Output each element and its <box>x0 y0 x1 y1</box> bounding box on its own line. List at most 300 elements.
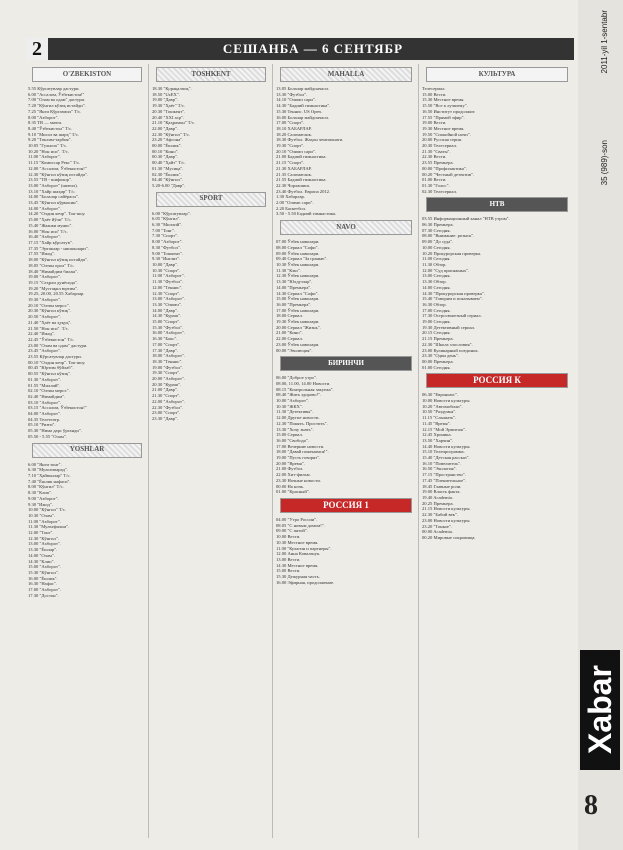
program-listing: 19.00 "Давр". <box>152 97 179 103</box>
program-listing: 12.15 "Мой Эрмитаж". <box>422 426 467 432</box>
program-listing: 21.00 "Кино". <box>276 330 303 336</box>
program-listing: 11.30 "Футбол". <box>152 279 184 285</box>
program-listing: 13.30 "Юлдузлар". <box>276 279 313 285</box>
program-listing: 15.30 "Футбол". <box>152 324 184 330</box>
program-listing: 10.00 Новости культуры. <box>422 398 471 404</box>
program-listing: 21.15 Премьера. <box>422 336 454 342</box>
program-listing: 17.00 "Ахборот". <box>28 587 61 593</box>
program-listing: 7.00 "Олам ва одам" дастури. <box>28 97 86 103</box>
program-listing: 7.30 "Спорт". <box>152 233 179 239</box>
program-listing: 23.30 "Давр". <box>152 415 179 421</box>
program-listing: 21.50 "Нон иси". Т/с. <box>28 325 69 331</box>
program-listing: 12.00 Другие новости. <box>276 415 320 421</box>
program-listing: 18.00 "Ахборот". <box>152 353 185 359</box>
program-listing: 17.35 "Эртаклар - нишонлари". <box>28 245 89 251</box>
program-listing: 18.50 "UzEX". <box>152 91 180 97</box>
program-listing: 20.15 Сегодня. <box>422 330 451 336</box>
side-page-number: 8 <box>584 790 598 821</box>
program-listing: 10.00 "Кўнгил" Т/с. <box>28 507 67 513</box>
program-listing: 18.30 Футбол. Жаҳон чемпионати. <box>276 137 344 143</box>
program-listing: 00.00 "Ёшлик". <box>152 143 182 149</box>
program-listing: 18.20 Саломатлик. <box>276 131 312 137</box>
program-listing: 21.15 Новости культуры. <box>422 506 471 512</box>
program-listing: 18.40 "Нимайдим билан". <box>28 268 78 274</box>
program-listing: 17.00 "Спорт". <box>152 341 181 347</box>
program-listing: 5.55 Кўрсатувлар дастури. <box>28 86 80 91</box>
program-listing: 05.30 "Нима дарс ўрганди". <box>28 428 82 434</box>
program-listing: 09.40 Сериал "За гранью". <box>276 256 328 262</box>
program-listing: 10.20 "Нон иси". Т/с. <box>28 148 69 154</box>
program-listing: 14.30 Местное время. <box>276 562 319 568</box>
program-listing: 22.00 Сериал. <box>276 336 303 342</box>
program-listing: 14.30 Сериал "Софи". <box>276 290 319 296</box>
program-listing: 14.30 "Прокурорская проверка". <box>422 290 485 296</box>
program-listing: 14.00 "Болалар сайёраси". <box>28 194 79 200</box>
program-listing: 10.00 Вести. <box>276 534 301 540</box>
program-listing: 21.00 Футбол. <box>276 466 304 472</box>
program-listing: 17.55 "Прямой эфир". <box>422 114 465 120</box>
program-listing: 14.10 "Олимп сари". <box>276 97 316 103</box>
program-listing: 21.35 Саломатлик. <box>276 171 312 177</box>
program-listing: 13.00 Сегодня. <box>422 273 451 279</box>
program-listing: 00.40 "Ҳайт" Т/с. <box>152 160 186 166</box>
program-listing: 6.30 "Мультипарад". <box>28 467 68 473</box>
program-listing: 21.30 "Сваты". <box>422 148 451 154</box>
program-listing: 8.40 "Ўзбекистон" Т/с. <box>28 125 73 131</box>
program-listing: 14.00 "Олам". <box>28 552 55 558</box>
program-listing: 15.00 Ўзбек наволари. <box>276 296 320 302</box>
program-listing: 19.00 "Футбол". <box>152 364 184 370</box>
program-listing: 13.00 Вести. <box>276 556 301 562</box>
program-listing: 17.30 "Достон". <box>28 592 59 598</box>
program-listing: 6.00 "Кўрсатувлар". <box>152 210 191 216</box>
program-listing: 19.30 "Ҳаёт" Т/с. <box>152 103 186 109</box>
program-listing: 6.05 "Кўнгил". <box>152 216 181 222</box>
program-listing: 16.00 Болалар майдончаси. <box>276 114 329 120</box>
program-listing: 19.50 "Спокойной ночи". <box>422 131 471 137</box>
program-listing: 16.00 "Ёшлик". <box>28 575 58 581</box>
program-listing: 16.00 "Ахборот". <box>152 330 185 336</box>
program-listing: 20.30 "Кураш". <box>152 381 182 387</box>
program-listing: 11.00 "Кулагин и партнеры". <box>276 545 332 551</box>
program-listing: 02.30 "Ёшлик". <box>152 171 182 177</box>
program-listing: 17.00 "Спорт". <box>276 120 305 126</box>
program-listing: 04.00 "Ахборот". <box>28 411 61 417</box>
channel-logo: РОССИЯ К <box>426 373 568 388</box>
program-listing: 17.30 "Давр". <box>152 347 179 353</box>
program-listing: 13.05 Болалар майдончаси. <box>276 86 329 91</box>
program-listing: 3.50 - 5.50 Бадиий гимнастика. <box>276 211 337 217</box>
program-listing: 00.20 "Честный детектив". <box>422 171 474 177</box>
program-listing: 08.00 Сериал "Софи". <box>276 244 319 250</box>
program-listing: 11.15 "Слышать". <box>422 415 457 421</box>
program-listing: 8.30 "Клип". <box>28 490 53 496</box>
program-listing: 12.00 Анна Ковальчук. <box>276 551 321 557</box>
program-listing: 00.00 Academia. <box>422 529 453 535</box>
program-listing: 14.00 "Премьера". <box>276 284 312 290</box>
program-listing: 19.15 "Сеҳрли дунёсида". <box>28 279 78 285</box>
program-listing: 08.00, 11.00, 14.00 Новости. <box>276 380 331 386</box>
program-listing: 08.40 "Жить здорово!". <box>276 392 322 398</box>
program-listing: 21.30 ХАБАРЛАР. <box>276 165 312 171</box>
page-header <box>26 38 574 60</box>
program-listing: 16.00 "Свобода". <box>276 437 309 443</box>
program-listing: 20.00 "Время". <box>276 460 305 466</box>
program-listing: 14.00 Сегодня. <box>422 284 451 290</box>
program-listing: 07.30 Сегодня. <box>422 227 451 233</box>
program-listing: 9.30 "Ижод". <box>28 501 53 507</box>
program-listing: 19.30 "Спорт". <box>152 370 181 376</box>
program-listing: 22.30 Чорлашиш. <box>276 182 311 188</box>
program-listing: 17.00 Ўзбек наволари. <box>276 307 320 313</box>
program-listing: 19.30 "Спорт". <box>276 143 305 149</box>
tv-column-3 <box>276 64 416 838</box>
program-listing: 19.00 "Пусть говорят". <box>276 455 321 461</box>
program-listing: 15.30 Дежурная часть. <box>276 574 320 580</box>
program-listing: 13.30 "Хочу знать". <box>276 426 314 432</box>
program-listing: 2.00 "Олимп сари". <box>276 200 314 206</box>
program-listing: 12.45 Хроника. <box>422 432 452 438</box>
program-listing: 11.30 Обзор. <box>422 261 447 267</box>
program-listing: 11.00 Сегодня. <box>422 256 451 262</box>
program-listing: 7.25 "Янги Кўргазмил" Т/с. <box>28 108 82 114</box>
program-listing: 16.50 "Экология". <box>422 466 457 472</box>
program-listing: 22.00 Хит-фильм. <box>276 472 311 478</box>
program-listing: 13.30 "Олимп". <box>152 301 182 307</box>
program-listing: 09.00 Ўзбек наволари. <box>276 250 320 256</box>
program-listing: 15.00 Вести. <box>276 568 301 574</box>
program-listing: 20.30 "Тошкент". <box>152 108 186 114</box>
program-listing: 11.45 "Время". <box>422 420 451 426</box>
program-listing: 20.00 "Ахборот". <box>152 376 185 382</box>
program-listing: 23.00 Кулинарный поединок. <box>422 347 479 353</box>
program-listing: 23.00 "Спорт". <box>152 410 181 416</box>
program-listing: 14.30 "Клип". <box>28 558 55 564</box>
program-listing: 01.55 "Миллий". <box>28 382 61 388</box>
program-listing: 15.10 Телепрограмма. <box>422 449 465 455</box>
program-listing: 01.00 Вести. <box>422 177 447 183</box>
program-listing: Телесериал. <box>422 86 446 91</box>
program-listing: 17.15 "Пространство". <box>422 472 466 478</box>
channel-logo: TOSHKENT <box>156 67 266 82</box>
program-listing: 18.00 Сериал. <box>276 313 303 319</box>
program-listing: 00.10 "Кино". <box>152 148 179 154</box>
program-listing: 9.10 "Мисол ва шарҳ" Т/с. <box>28 131 80 137</box>
program-listing: 16.30 "Нафас". <box>28 581 57 587</box>
program-listing: 15.40 "Детская рассказ". <box>422 455 470 461</box>
program-listing: 23.40 Футбол. Европа 2012. <box>276 188 331 194</box>
program-listing: 9.30 "Инглиз". <box>152 256 181 262</box>
program-listing: 17.55 "Ижод". <box>28 251 56 257</box>
channel-logo: O'ZBEKISTON <box>32 67 142 82</box>
program-listing: 01.30 "Мусиқа". <box>152 165 184 171</box>
program-listing: 10.00 Сегодня. <box>422 244 451 250</box>
program-listing: 12.30 "Кўнгил". <box>28 535 59 541</box>
program-listing: 11.30 "Кэш". <box>276 267 301 273</box>
program-listing: 11.15 "Комиссар Рекс" Т/с. <box>28 160 81 166</box>
program-listing: 9.20 "Таълим-тарбия". <box>28 137 72 143</box>
program-listing: 00.10 "Олдин кечр". Ток-шоу. <box>28 359 86 365</box>
program-listing: 5.20-6.00 "Давр". <box>152 182 186 188</box>
program-listing: 11.30 "Мультфильм". <box>28 524 70 530</box>
program-listing: 14.30 "Кураш". <box>152 313 182 319</box>
program-listing: 22.40 "Ижод". <box>28 331 56 337</box>
program-listing: 19.25, 20.00, 20.55 Хабарлар. <box>28 291 85 297</box>
program-listing: 7.10 "Ҳайвонлар" Т/с. <box>28 473 71 478</box>
program-listing: 16.00 "Премьера". <box>276 301 312 307</box>
program-listing: 21.55 Бадиий гимнастика. <box>276 177 327 183</box>
program-listing: 16.40 "Ахборот". <box>28 234 61 240</box>
channel-logo: РОССИЯ 1 <box>280 498 412 513</box>
program-listing: 22.30 "Футбол". <box>152 404 184 410</box>
channel-logo: КУЛЬТУРА <box>426 67 568 82</box>
program-listing: 10.50 "Раздумья". <box>422 409 457 415</box>
program-listing: 06.00 "Доброе утро". <box>276 375 317 381</box>
program-listing: 00.20 Мировые сокровища. <box>422 534 476 540</box>
program-listing: 10.05 "Гулноза" Т/с. <box>28 143 68 149</box>
program-listing: 8.30 "Футбол". <box>152 244 181 250</box>
program-listing: 23.00 Ўзбек наволари. <box>276 341 320 347</box>
program-listing: 15.00 "Ҳаёт йўли" Т/с. <box>28 217 72 223</box>
program-listing: 10.30 "Олам". <box>28 512 55 518</box>
program-listing: 13.00 "Ахборот" (шиғил). <box>28 182 78 188</box>
program-listing: 13.30 "Футбол". <box>276 91 308 97</box>
program-listing: 10.00 "Ахборот". <box>276 398 309 404</box>
program-listing: 9.00 "Ахборот". <box>28 495 59 501</box>
program-listing: 10.30 "ЖКХ". <box>276 403 303 409</box>
program-listing: 23.00 "Олам ва одам" дастури. <box>28 342 88 348</box>
program-listing: 15.40 "Говорим и показываем". <box>422 296 483 302</box>
program-listing: 00.55 "Кўнгил кўзиқ". <box>28 371 72 377</box>
program-listing: 21.00 Бадиий гимнастика. <box>276 154 327 160</box>
program-listing: 03.15 "Ассалом, Ўзбекистон!" <box>28 405 87 411</box>
program-listing: 19.20 "Мустақил юртим". <box>28 285 78 291</box>
program-listing: 1.30 Хабарлар. <box>276 194 305 200</box>
program-listing: 01.30 "Голос". <box>422 182 450 188</box>
program-listing: 03.55 Информационный канал "НТВ утром". <box>422 216 510 222</box>
program-listing: 8.00 "Ахборот". <box>152 239 183 245</box>
program-listing: 18.45 Главные роли. <box>422 483 462 489</box>
program-listing: 23.55 Премьера. <box>422 160 454 166</box>
program-listing: 20.30 Телесериал. <box>422 143 458 149</box>
program-listing: 22.30 "Кўнгил" Т/с. <box>152 131 191 137</box>
program-listing: 18.30 "Қорақалпоқ". <box>152 86 192 91</box>
program-listing: 10.30 "Спорт". <box>152 267 181 273</box>
program-listing: 22.00 "Ахборот". <box>152 398 185 404</box>
program-listing: 08.00 "Внимание: розыск". <box>422 233 475 239</box>
tv-column-2 <box>152 64 270 838</box>
program-listing: 16.10 "Повелитель". <box>422 460 462 466</box>
program-listing: 17.00 Вечерние новости. <box>276 443 325 449</box>
program-listing: 14.40 Новости культуры. <box>422 443 471 449</box>
program-listing: 16.00 "Нон иси" Т/с. <box>28 228 68 234</box>
program-listing: 18.10 ХАБАРЛАР. <box>276 125 312 131</box>
program-listing: 20.00 Сериал "Жизнь". <box>276 324 321 330</box>
program-listing: 01.00 Сегодня. <box>422 364 451 370</box>
program-listing: 9.00 "Тошкент". <box>152 250 184 256</box>
program-listing: 20.50 "Ахборот". <box>28 314 61 320</box>
program-listing: 19.30 Ўзбек наволари. <box>276 319 320 325</box>
program-listing: 12.30 "Кўнгил кўзиқ истайди". <box>28 171 89 177</box>
program-listing: 15.50 "Все к лучшему". <box>422 103 468 109</box>
program-listing: 12.30 Ўзбек наволари. <box>276 273 320 279</box>
program-listing: 12.30 "Понять. Простить". <box>276 420 328 426</box>
program-listing: 00.00 "Эволюция". <box>276 347 313 353</box>
program-listing: 06.30 "Евроньюс". <box>422 392 458 398</box>
program-listing: 22.45 "Ўзбекистон" Т/с. <box>28 336 75 342</box>
program-listing: 00.00 "Профилактика". <box>422 165 467 171</box>
issue-date: 2011-yil 1-sentabr <box>600 10 609 74</box>
program-listing: 13.00 "Ахборот". <box>152 296 185 302</box>
program-listing: 00.30 "Давр". <box>152 154 179 160</box>
program-listing: 20.10 "Олтин мерос". <box>28 302 70 308</box>
program-listing: 21.10 "Қаҳрамон" Т/с. <box>152 120 196 126</box>
program-listing: 08.15 "Контрольная закупка". <box>276 386 334 392</box>
program-listing: 11.00 "Ахборот". <box>28 154 61 160</box>
program-listing: 11.00 "Ахборот". <box>152 273 185 279</box>
program-listing: 19.00 "Ахборот". <box>28 274 61 280</box>
program-listing: 23.20 "Тонкое". <box>422 523 452 529</box>
program-listing: 04.00 "Утро России". <box>276 517 318 522</box>
program-listing: 15.00 "Спорт". <box>152 319 181 325</box>
program-listing: 02.10 "Олтин мерос". <box>28 388 70 394</box>
program-listing: 18.30 "Теннис". <box>152 358 183 364</box>
program-listing: 13.30 "Ёшлар". <box>28 547 58 553</box>
program-listing: 01.00 "Красный". <box>276 489 310 495</box>
program-listing: 17.00 Сегодня. <box>422 307 451 313</box>
program-listing: 10.00 "Давр". <box>152 261 179 267</box>
program-listing: 6.30 "Миллий". <box>152 222 183 228</box>
program-listing: 10.30 Местное время. <box>276 539 319 545</box>
program-listing: 14.00 "Давр". <box>152 307 179 313</box>
program-listing: 12.00 "Суд присяжных". <box>422 267 470 273</box>
program-listing: 23.30 Ночные новости. <box>276 477 321 483</box>
program-listing: 10.30 Ўзбек наволари. <box>276 261 320 267</box>
program-listing: 23.20 "Афсона". <box>152 137 184 143</box>
program-listing: 2.20 Баскетбол. <box>276 205 307 211</box>
page-title: СЕШАНБА — 6 СЕНТЯБР <box>222 41 404 56</box>
program-listing: 22.30 "Бабий век". <box>422 512 458 518</box>
program-listing: 23.45 "Ахборот". <box>28 348 61 354</box>
program-listing: 05.10 "Ризғи". <box>28 422 56 428</box>
program-listing: 20.00 Русская серия. <box>422 137 463 143</box>
program-listing: 14.20 "Олдин кечр". Ток-шоу. <box>28 211 86 217</box>
program-listing: 11.00 "Ахборот". <box>28 518 61 524</box>
program-listing: 23.30 "Один день". <box>422 353 459 359</box>
program-listing: 22.30 "Школа злословия". <box>422 341 473 347</box>
program-listing: 13.50 "Харчин". <box>422 437 454 443</box>
program-listing: 17.15 "Хайр кўрсатув". <box>28 239 73 245</box>
program-listing: 8.00 "Кўнгил" Т/с. <box>28 484 64 490</box>
program-listing: 13.55 "ТВ - шифокор". <box>28 177 72 183</box>
program-listing: 03.10 "Ахборот". <box>28 399 61 405</box>
program-listing: 21.40 "Ҳаёт ва ҳуқуқ". <box>28 319 72 325</box>
program-listing: 8.00 "Ахборот". <box>28 114 59 120</box>
program-listing: 8.35 ТВ — мачта. <box>28 120 63 126</box>
program-listing: 23.00 Новости культуры. <box>422 517 471 523</box>
program-listing: 23.55 Кўрсатувлар дастури. <box>28 354 82 360</box>
program-listing: 04.35 Телетеатр. <box>28 416 61 422</box>
program-listing: 19.30 Местное время. <box>422 125 465 131</box>
program-listing: 15.30 "Кўнгил". <box>28 569 59 575</box>
channel-logo: НТВ <box>426 197 568 212</box>
program-listing: 15.40 "Жажжи мунис". <box>28 222 73 228</box>
program-listing: 02.40 "Нимайдим". <box>28 393 66 399</box>
program-listing: 14.00 "Ахборот". <box>28 205 61 211</box>
program-listing: 16.30 "Бокс". <box>152 336 178 342</box>
program-listing: 06.30 Премьера. <box>422 222 454 228</box>
program-listing: 22.00 "Давр". <box>152 125 179 131</box>
program-listing: 11.30 "Детективы". <box>276 409 314 415</box>
program-listing: 7.20 "Кўнгил кўзиқ истайди". <box>28 103 86 109</box>
program-listing: 6.00 "Ассалом, Ўзбекистон!" <box>28 91 85 97</box>
program-listing: 19.00 Власть факта. <box>422 489 461 495</box>
program-listing: 7.00 "Тонг". <box>152 227 176 233</box>
program-listing: 19.00 Сегодня. <box>422 319 451 325</box>
page-number: 2 <box>26 38 48 60</box>
program-listing: 20.30 "Кўнгил кўзиқ". <box>28 308 72 314</box>
program-listing: 6.00 "Янги тонг". <box>28 461 62 467</box>
program-listing: 20.10 "Олимп сари". <box>276 148 316 154</box>
program-listing: 02.30 Телесериал. <box>422 188 458 194</box>
program-listing: 18.00 "Давай поженимся!". <box>276 449 329 455</box>
program-listing: 17.30 Остросюжетный сериал. <box>422 313 482 319</box>
program-listing: 12.00 "Тонг". <box>28 530 54 536</box>
tv-column-1 <box>28 64 146 838</box>
channel-logo: NAVO <box>280 220 412 235</box>
program-listing: 21.00 "Давр". <box>152 387 179 393</box>
program-listing: 21.30 "Спорт". <box>152 393 181 399</box>
program-listing: 16.00 Эфирная, продолжение. <box>276 579 335 585</box>
program-listing: 15.30 Местное время. <box>422 97 465 103</box>
brand-logo: Xabar <box>580 650 620 770</box>
program-listing: 09.00 "До суда". <box>422 239 454 245</box>
program-listing: 19.30 Детективный сериал. <box>422 324 476 330</box>
program-listing: 19.30 "Ахборот". <box>28 297 61 303</box>
program-listing: 05.50 - 5.55 "Олам". <box>28 433 67 439</box>
program-listing: 18.05 "Олтин орол" Т/с. <box>28 262 75 268</box>
program-listing: 14.30 "Бадиий гимнастика". <box>276 103 331 109</box>
program-listing: 18.00 "Кўнгил кўзиқ истайди". <box>28 257 89 263</box>
program-listing: 01.30 "Ахборот". <box>28 376 61 382</box>
program-listing: 19.40 Academia. <box>422 495 453 500</box>
channel-logo: MAHALLA <box>280 67 412 82</box>
program-listing: 15.30 Теннис. US Open. <box>276 108 322 114</box>
program-listing: 13.10 "Хайр шаҳир" Т/с. <box>28 188 76 194</box>
program-listing: 00.00 На ночь. <box>276 483 305 489</box>
program-listing: 08.05 "С новым домом!". <box>276 522 325 528</box>
program-listing: 09.00 "С пятой". <box>276 528 308 534</box>
program-listing: 12.30 "Спорт". <box>152 290 181 296</box>
program-listing: 13.30 Обзор. <box>422 279 447 285</box>
program-listing: 07.00 Ўзбек наволари. <box>276 239 320 245</box>
program-listing: 16.50 Институт продолжит. <box>422 108 476 114</box>
program-listing: 00.00 Премьера. <box>422 358 454 364</box>
program-listing: 00.45 "Юртим бўйлаб". <box>28 365 74 371</box>
issue-number: 35 (989)-son <box>600 140 609 186</box>
program-listing: 15.00 Сериал. <box>276 432 303 438</box>
program-listing: 16.30 Обзор. <box>422 301 447 307</box>
program-listing: 15.00 Вести. <box>422 91 447 97</box>
program-listing: 04.40 "Кўнгил". <box>152 177 183 183</box>
program-listing: 21.15 "Спорт". <box>276 160 305 166</box>
program-listing: 22.30 Вести. <box>422 154 447 160</box>
program-listing: 12.00 "Теннис". <box>152 284 183 290</box>
channel-logo: SPORT <box>156 192 266 207</box>
program-listing: 10.20 "Автомобили". <box>422 403 463 409</box>
tv-column-4 <box>422 64 572 838</box>
program-listing: 17.45 "Пленительное". <box>422 477 467 483</box>
